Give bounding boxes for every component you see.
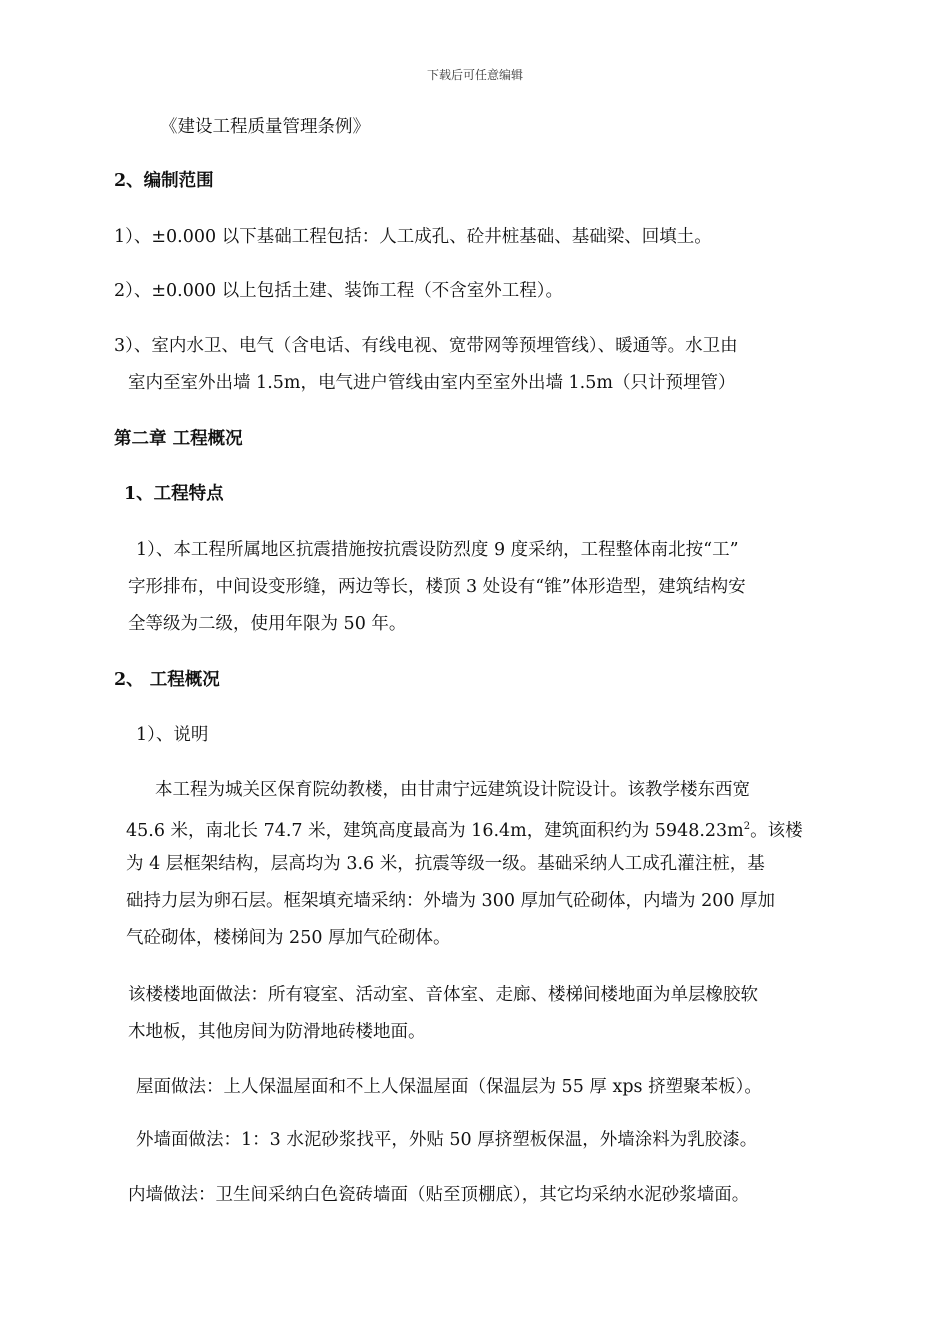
scope-item-1: 1）、±0.000 以下基础工程包括：人工成孔、砼井桩基础、基础梁、回填土。 [114,227,712,247]
scope-item-3: 3）、室内水卫、电气（含电话、有线电视、宽带网等预埋管线）、暖通等。水卫由 [114,336,738,356]
overview-subheading: 1）、说明 [136,725,209,745]
header-watermark: 下载后可任意编辑 [426,68,523,82]
features-line-1: 1）、本工程所属地区抗震措施按抗震设防烈度 9 度采纳，工程整体南北按“工” [136,540,739,560]
desc-line-2 [126,816,803,842]
desc-line-5: 气砼砌体，楼梯间为 250 厚加气砼砌体。 [126,928,451,948]
desc-line-4: 础持力层为卵石层。框架填充墙采纳：外墙为 300 厚加气砼砌体，内墙为 200 厚加 [126,891,776,911]
scope-item-3-continued: 室内至室外出墙 1.5m，电气进户管线由室内至室外出墙 1.5m（只计预埋管） [128,373,736,393]
reference-title: 《建设工程质量管理条例》 [160,117,370,137]
desc-line-1: 本工程为城关区保育院幼教楼，由甘肃宁远建筑设计院设计。该教学楼东西宽 [155,780,750,800]
floor-line-1: 该楼楼地面做法：所有寝室、活动室、音体室、走廊、楼梯间楼地面为单层橡胶软 [128,985,758,1005]
area-superscript: 2 [743,821,751,832]
section-heading-scope: 2、编制范围 [114,171,214,191]
overview-heading: 2、 工程概况 [114,670,220,690]
scope-item-2: 2）、±0.000 以上包括土建、装饰工程（不含室外工程）。 [114,281,563,301]
chapter-heading: 第二章 工程概况 [114,429,243,449]
interior-wall-method: 内墙做法：卫生间采纳白色瓷砖墙面（贴至顶棚底），其它均采纳水泥砂浆墙面。 [128,1185,750,1205]
features-heading: 1、工程特点 [124,484,224,504]
desc-line-2-tail: 。该楼 [750,820,803,841]
desc-line-3: 为 4 层框架结构，层高均为 3.6 米，抗震等级一级。基础采纳人工成孔灌注桩，基 [126,854,765,874]
features-line-2: 字形排布，中间设变形缝，两边等长，楼顶 3 处设有“锥”体形造型，建筑结构安 [128,577,746,597]
desc-line-2-text: 45.6 米，南北长 74.7 米，建筑高度最高为 16.4m，建筑面积约为 5948.23m [126,820,744,841]
floor-line-2: 木地板，其他房间为防滑地砖楼地面。 [128,1022,426,1042]
roof-method: 屋面做法：上人保温屋面和不上人保温屋面（保温层为 55 厚 xps 挤塑聚苯板）。 [136,1077,762,1097]
exterior-wall-method: 外墙面做法：1：3 水泥砂浆找平，外贴 50 厚挤塑板保温，外墙涂料为乳胶漆。 [136,1130,758,1150]
features-line-3: 全等级为二级，使用年限为 50 年。 [128,614,407,634]
